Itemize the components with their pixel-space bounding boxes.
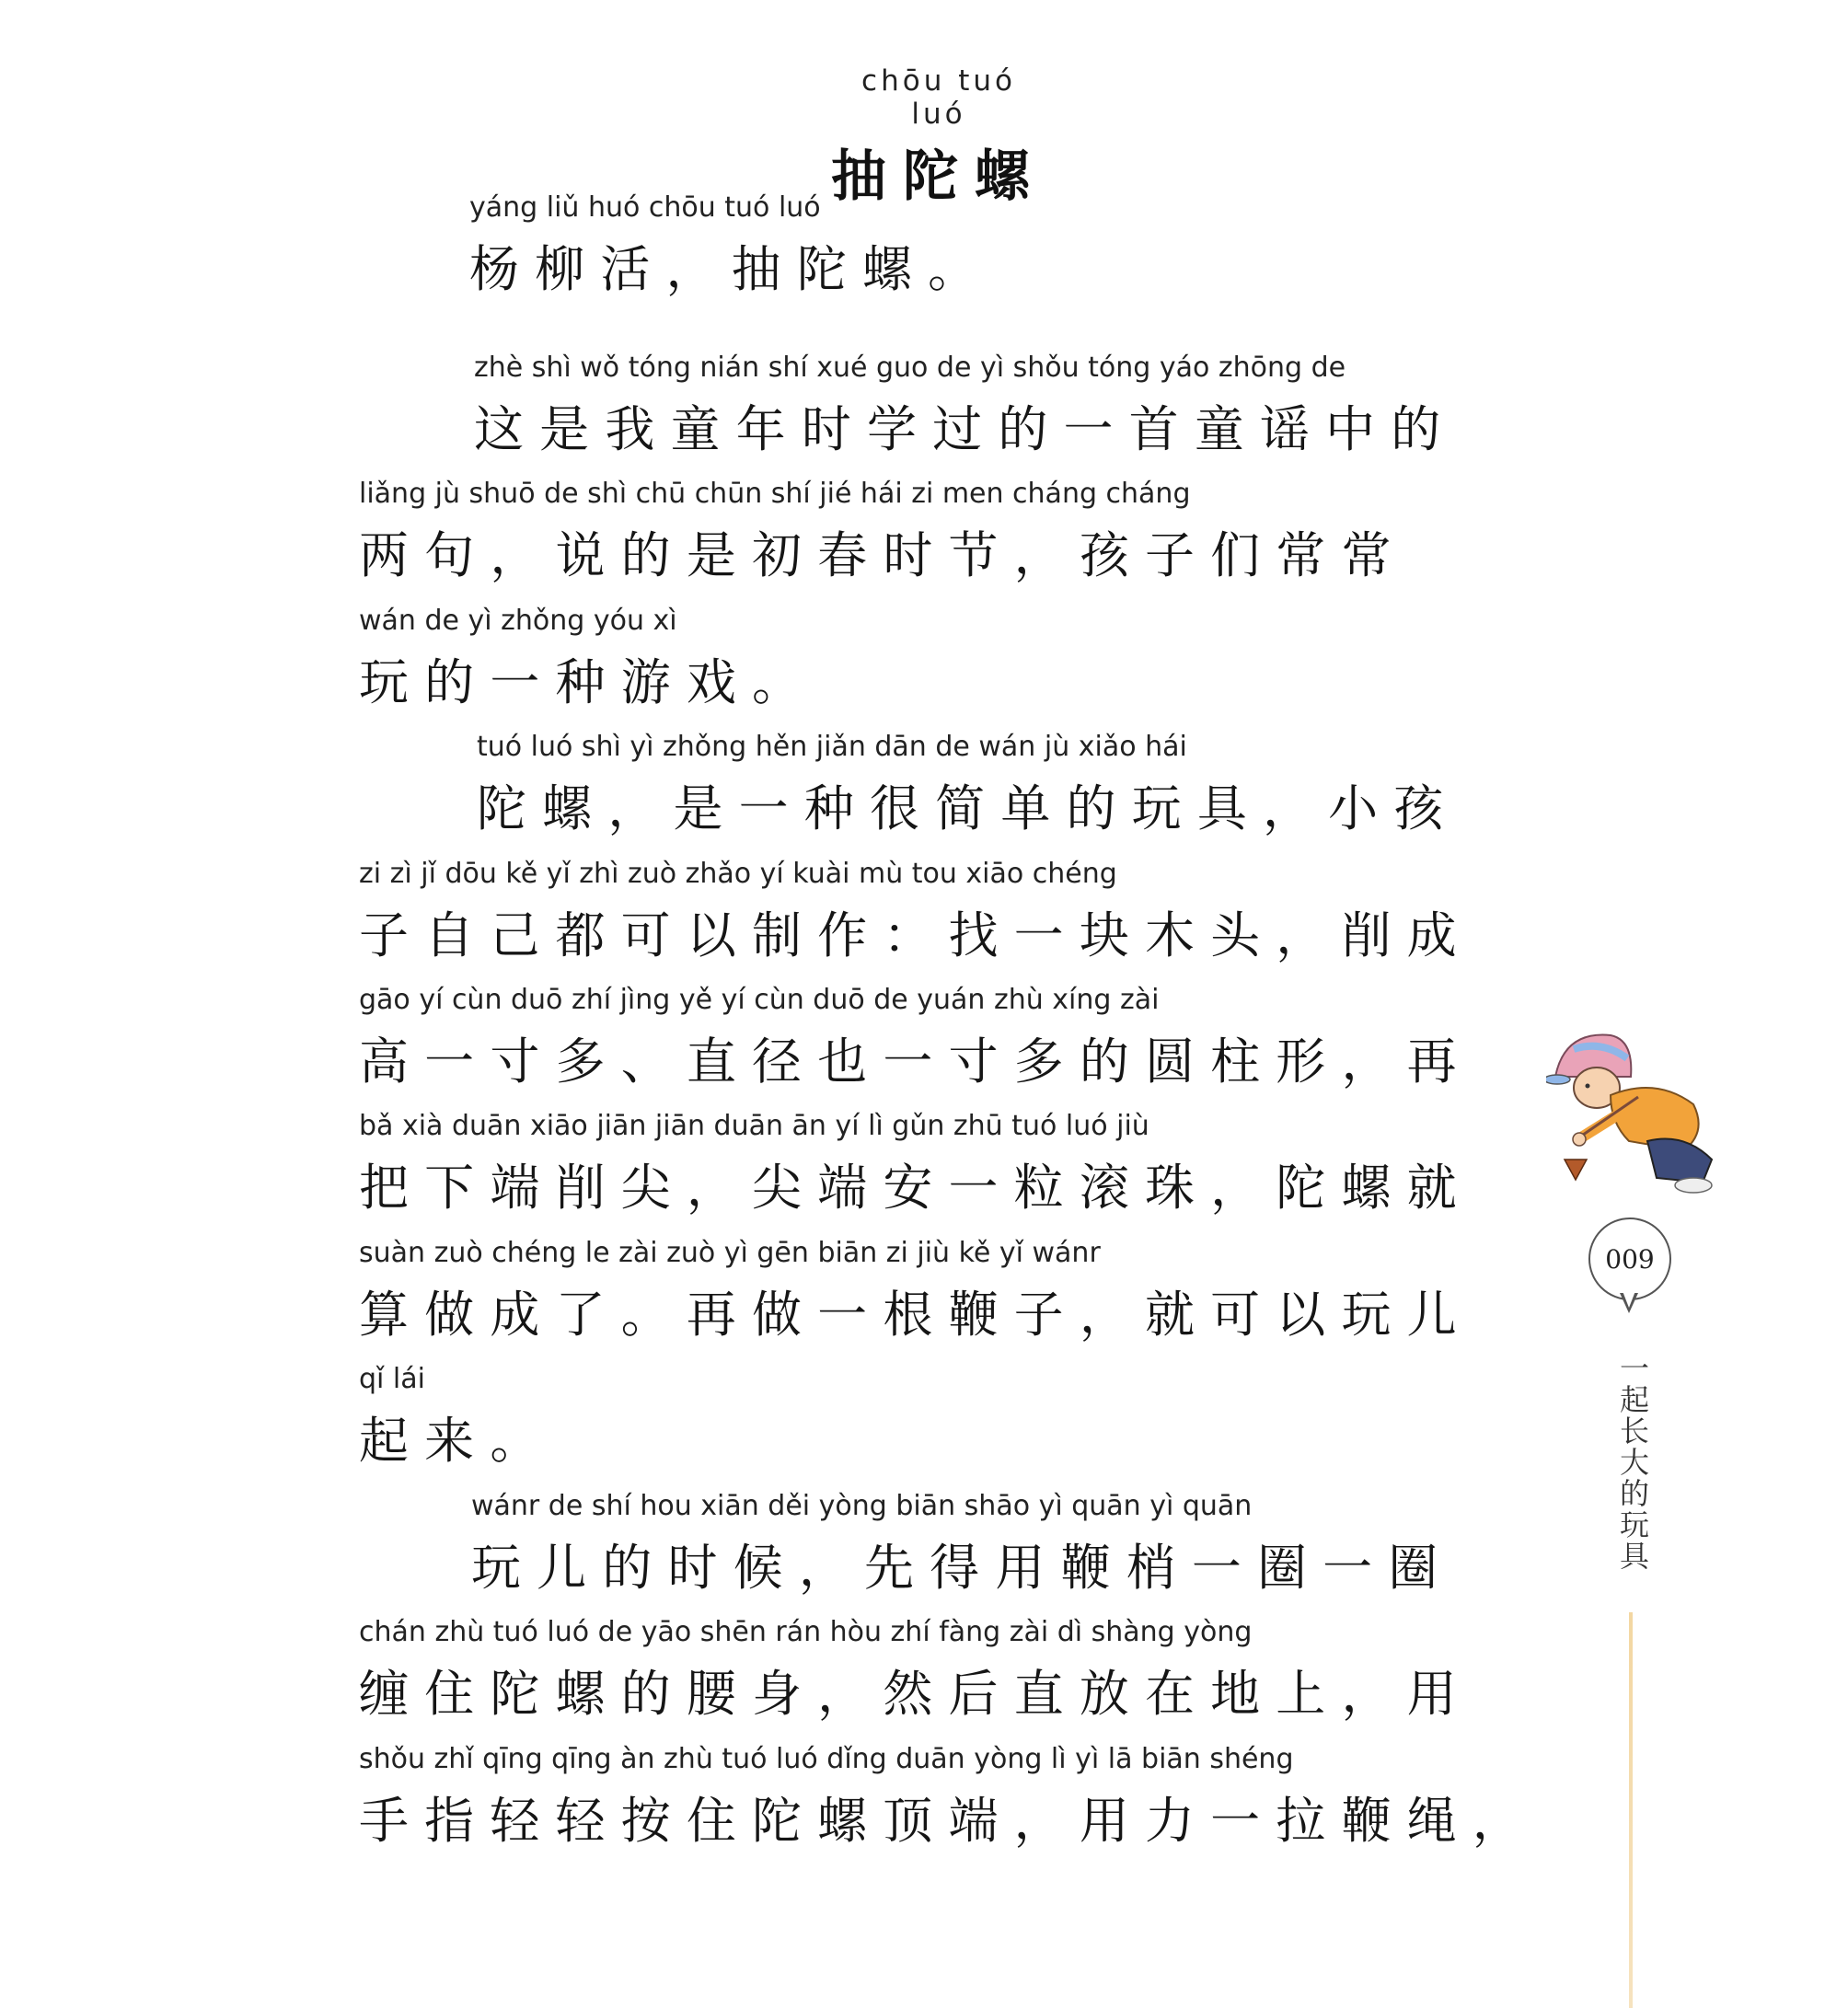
page-title: 抽陀螺 bbox=[831, 144, 1046, 209]
hanzi-line: 算 做 成 了 。 再 做 一 根 鞭 子 ， 就 可 以 玩 儿 bbox=[359, 1286, 1457, 1344]
hanzi-line: 手 指 轻 轻 按 住 陀 螺 顶 端 ， 用 力 一 拉 鞭 绳 ， bbox=[359, 1792, 1522, 1850]
pinyin-line: shǒu zhǐ qīng qīng àn zhù tuó luó dǐng duān yòng lì yì lā biān shéng bbox=[359, 1743, 1294, 1775]
page-number-badge: 009 bbox=[1588, 1217, 1671, 1300]
sidebar-divider-line bbox=[1629, 1612, 1633, 2008]
hanzi-line: 玩 的 一 种 游 戏 。 bbox=[359, 653, 802, 711]
hanzi-line: 两 句 ， 说 的 是 初 春 时 节 ， 孩 子 们 常 常 bbox=[359, 526, 1392, 584]
hanzi-line: 高 一 寸 多 、 直 径 也 一 寸 多 的 圆 柱 形 ， 再 bbox=[359, 1033, 1457, 1091]
hanzi-line: 子 自 己 都 可 以 制 作 ： 找 一 块 木 头 ， 削 成 bbox=[359, 906, 1457, 964]
pinyin-line: bǎ xià duān xiāo jiān jiān duān ān yí lì gǔn zhū tuó luó jiù bbox=[359, 1110, 1149, 1142]
pinyin-line: gāo yí cùn duō zhí jìng yě yí cùn duō de yuán zhù xíng zài bbox=[359, 984, 1160, 1016]
pinyin-line: suàn zuò chéng le zài zuò yì gēn biān zi jiù kě yǐ wánr bbox=[359, 1237, 1101, 1269]
hanzi-line: 起 来 。 bbox=[359, 1412, 540, 1470]
pinyin-line: wánr de shí hou xiān děi yòng biān shāo yì quān yì quān bbox=[471, 1490, 1253, 1522]
chapter-title: 一起长大的玩具 bbox=[1615, 1353, 1650, 1572]
child-playing-top-illustration bbox=[1546, 1012, 1721, 1196]
pinyin-line: zi zì jǐ dōu kě yǐ zhì zuò zhǎo yí kuài mù tou xiāo chéng bbox=[359, 858, 1117, 890]
hanzi-line: 把 下 端 削 尖 ， 尖 端 安 一 粒 滚 珠 ， 陀 螺 就 bbox=[359, 1159, 1457, 1217]
hanzi-line: 玩 儿 的 时 候 ， 先 得 用 鞭 梢 一 圈 一 圈 bbox=[471, 1539, 1438, 1597]
pinyin-line: wán de yì zhǒng yóu xì bbox=[359, 605, 677, 637]
title-pinyin: chōu tuó luó bbox=[861, 64, 1016, 131]
badge-tail-inner bbox=[1623, 1291, 1635, 1308]
pinyin-line: chán zhù tuó luó de yāo shēn rán hòu zhí fàng zài dì shàng yòng bbox=[359, 1616, 1253, 1648]
hanzi-line: 缠 住 陀 螺 的 腰 身 ， 然 后 直 放 在 地 上 ， 用 bbox=[359, 1665, 1457, 1723]
pinyin-line: zhè shì wǒ tóng nián shí xué guo de yì shǒu tóng yáo zhōng de bbox=[474, 352, 1346, 384]
pinyin-line: tuó luó shì yì zhǒng hěn jiǎn dān de wán jù xiǎo hái bbox=[477, 731, 1187, 763]
title-block bbox=[828, 64, 1049, 212]
hanzi-line: 这 是 我 童 年 时 学 过 的 一 首 童 谣 中 的 bbox=[474, 400, 1441, 458]
pinyin-line: yáng liǔ huó chōu tuó luó bbox=[469, 191, 821, 224]
hanzi-line: 陀 螺 ， 是 一 种 很 简 单 的 玩 具 ， 小 孩 bbox=[477, 779, 1444, 837]
hanzi-line: 杨 柳 活 ， 抽 陀 螺 。 bbox=[469, 240, 978, 298]
pinyin-line: qǐ lái bbox=[359, 1363, 425, 1395]
pinyin-line: liǎng jù shuō de shì chū chūn shí jié hái zi men cháng cháng bbox=[359, 478, 1191, 510]
